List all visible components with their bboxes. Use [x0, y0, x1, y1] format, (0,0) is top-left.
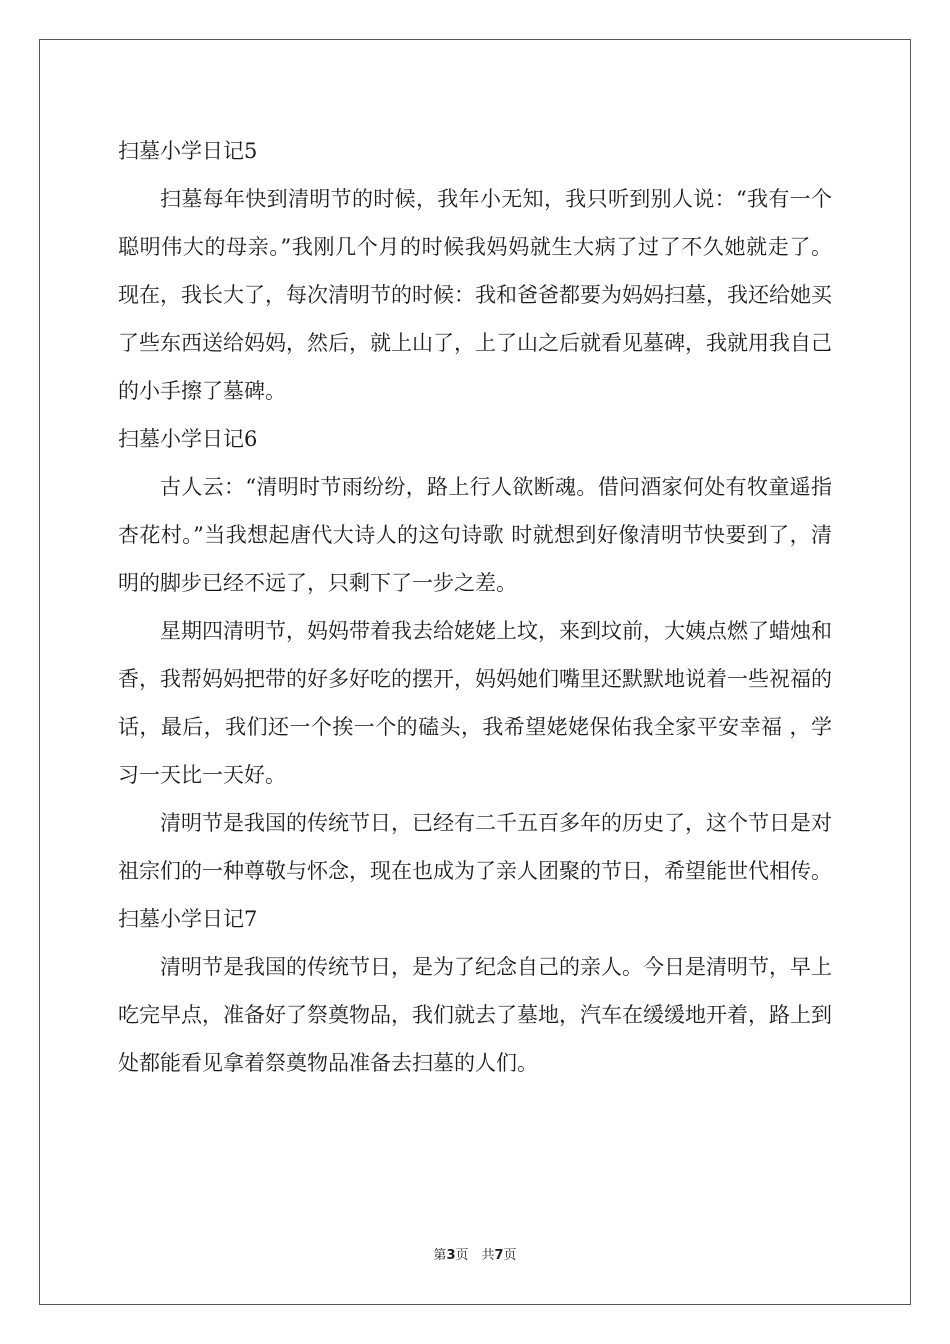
section-heading: 扫墓小学日记6 [118, 427, 258, 451]
section-5 [118, 127, 832, 415]
current-page-number: 3 [446, 1248, 456, 1263]
paragraph: 古人云：“清明时节雨纷纷，路上行人欲断魂。借问酒家何处有牧童遥指杏花村。”当我想起唐代大诗人的这句诗歌 时就想到好像清明节快要到了，清明的脚步已经不远了，只剩下了一步之差。 [118, 475, 832, 595]
footer-suffix: 页 [503, 1248, 517, 1263]
total-pages-number: 7 [494, 1248, 504, 1263]
section-heading: 扫墓小学日记5 [118, 139, 258, 163]
footer-prefix: 第 [433, 1248, 447, 1263]
section-heading: 扫墓小学日记7 [118, 907, 258, 931]
paragraph: 扫墓每年快到清明节的时候，我年小无知，我只听到别人说：“我有一个聪明伟大的母亲。”我刚几个月的时候我妈妈就生大病了过了不久她就走了。现在，我长大了，每次清明节的时候：我和爸爸都要为妈妈扫墓，我还给她买了些东西送给妈妈，然后，就上山了，上了山之后就看见墓碑，我就用我自己的小手擦了墓碑。 [118, 187, 832, 403]
paragraph: 清明节是我国的传统节日，是为了纪念自己的亲人。今日是清明节，早上吃完早点，准备好了祭奠物品，我们就去了墓地，汽车在缓缓地开着，路上到处都能看见拿着祭奠物品准备去扫墓的人们。 [118, 955, 832, 1075]
section-7 [118, 895, 832, 1087]
document-body [118, 127, 832, 1087]
section-6 [118, 415, 832, 895]
paragraph: 清明节是我国的传统节日，已经有二千五百多年的历史了，这个节日是对祖宗们的一种尊敬与怀念，现在也成为了亲人团聚的节日，希望能世代相传。 [118, 811, 832, 883]
paragraph: 星期四清明节，妈妈带着我去给姥姥上坟，来到坟前，大姨点燃了蜡烛和香，我帮妈妈把带的好多好吃的摆开，妈妈她们嘴里还默默地说着一些祝福的话，最后，我们还一个挨一个的磕头，我希望姥姥保佑我全家平安幸福 ，学习一天比一天好。 [118, 619, 832, 787]
footer-middle: 页 共 [455, 1248, 495, 1263]
page-footer [0, 1244, 950, 1263]
